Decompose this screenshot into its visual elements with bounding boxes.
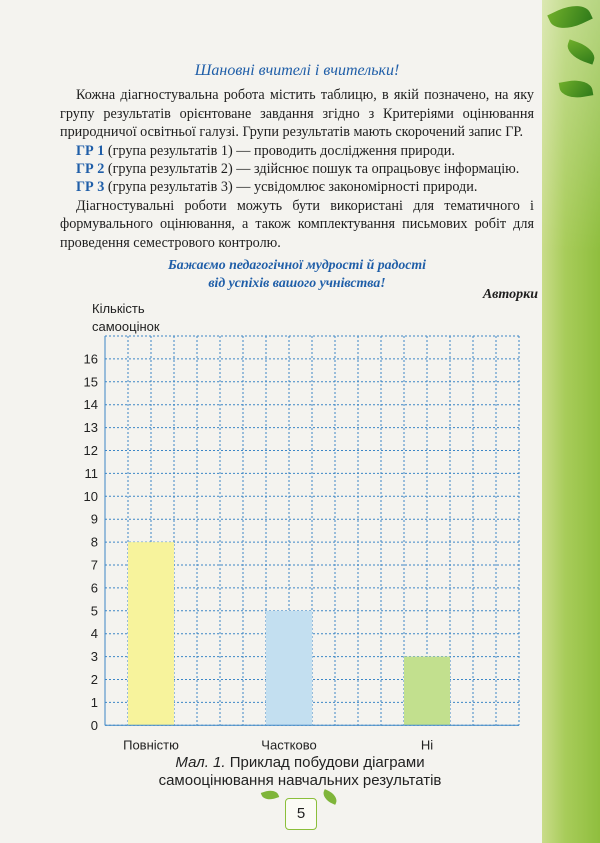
leaf-icon xyxy=(321,789,340,805)
group-description: (група результатів 3) — усвідомлює закономірності природи. xyxy=(104,179,478,196)
bar xyxy=(266,611,312,726)
page-edge-fade xyxy=(542,0,600,843)
bar xyxy=(128,542,174,725)
y-tick-label: 16 xyxy=(83,351,98,367)
usage-paragraph: Діагностувальні роботи можуть бути використані для тематичного і формувального оцінювання, а також комплектування письмових робіт для проведення семестрового контролю. xyxy=(60,197,534,251)
y-tick-label: 14 xyxy=(83,397,98,413)
figure-number: Мал. 1. xyxy=(175,754,226,771)
y-tick-label: 1 xyxy=(90,694,98,710)
group-description: (група результатів 2) — здійснює пошук та опрацьовує інформацію. xyxy=(104,161,520,178)
wish-line: від успіхів вашого учнівства! xyxy=(208,275,386,291)
figure-caption xyxy=(100,754,500,790)
bar xyxy=(404,657,450,726)
y-tick-label: 5 xyxy=(90,603,98,619)
page-heading: Шановні вчителі і вчительки! xyxy=(194,62,400,79)
y-tick-label: 12 xyxy=(83,443,98,458)
y-axis-title-line: Кількість xyxy=(92,301,145,316)
y-tick-label: 13 xyxy=(83,420,98,436)
y-tick-label: 11 xyxy=(84,465,98,481)
y-tick-label: 6 xyxy=(90,580,98,596)
authors-signature: Авторки xyxy=(482,287,538,302)
y-tick-label: 4 xyxy=(90,626,98,642)
group-description: (група результатів 1) — проводить дослідження природи. xyxy=(104,142,455,159)
group-3-line xyxy=(60,178,534,196)
group-code: ГР 1 xyxy=(76,142,105,159)
group-code: ГР 3 xyxy=(76,179,105,196)
caption-text: Приклад побудови діаграми xyxy=(225,754,425,771)
group-2-line xyxy=(60,160,534,178)
x-category-label: Частково xyxy=(261,737,317,753)
wish-block xyxy=(60,256,534,292)
y-tick-label: 7 xyxy=(90,557,98,573)
y-tick-label: 10 xyxy=(83,488,98,504)
page-edge-decoration xyxy=(542,0,600,843)
group-code: ГР 2 xyxy=(76,161,105,178)
intro-paragraph: Кожна діагностувальна робота містить таблицю, в якій позначено, на яку групу результатів орієнтоване завдання згідно з Критеріями оцінювання природничої освітньої галузі. Групи результатів мають скорочений запис ГР. xyxy=(60,87,534,141)
y-tick-label: 9 xyxy=(90,511,98,527)
bar-chart xyxy=(75,328,535,758)
caption-text: самооцінювання навчальних результатів xyxy=(158,772,442,789)
y-axis-title-line: самооцінок xyxy=(92,319,160,334)
x-category-label: Ні xyxy=(420,737,434,753)
page-number: 5 xyxy=(285,798,317,830)
y-tick-label: 15 xyxy=(83,374,98,390)
y-tick-label: 2 xyxy=(90,672,98,687)
y-tick-label: 3 xyxy=(90,649,98,665)
x-category-label: Повністю xyxy=(123,737,179,753)
intro-section xyxy=(60,62,534,292)
y-tick-label: 0 xyxy=(90,717,98,733)
group-1-line xyxy=(60,142,534,160)
y-tick-label: 8 xyxy=(90,534,98,550)
wish-line: Бажаємо педагогічної мудрості й радості xyxy=(168,257,426,273)
